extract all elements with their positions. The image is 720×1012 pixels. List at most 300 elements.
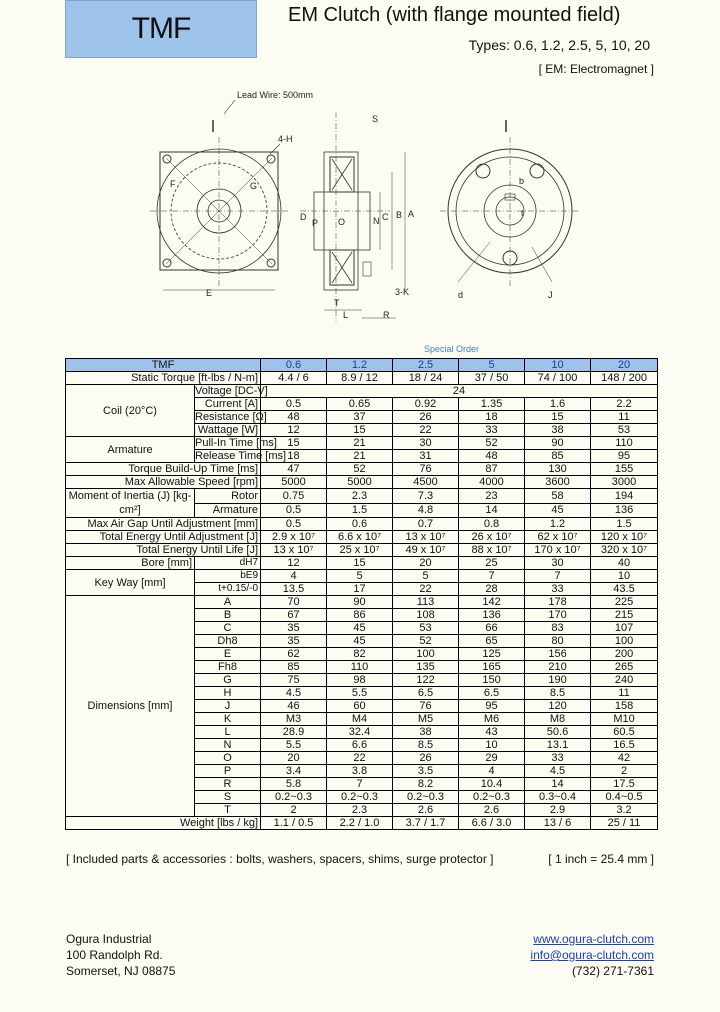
table-row: [66, 489, 658, 504]
row-label: Armature: [195, 503, 261, 518]
value-cell: 13.1: [525, 739, 591, 752]
value-cell: 38: [525, 424, 591, 437]
row-label: Bore [mm]: [66, 557, 195, 570]
value-cell: 4.5: [261, 687, 327, 700]
value-cell: 45: [327, 622, 393, 635]
value-cell: 1.5: [327, 503, 393, 518]
value-cell: 6.5: [459, 687, 525, 700]
hole-label: 4-H: [278, 134, 293, 144]
group-label: Moment of Inertia (J) [kg-cm²]: [66, 489, 195, 518]
value-cell: 18: [261, 450, 327, 463]
value-cell: 0.8: [459, 518, 525, 531]
value-cell: 21: [327, 437, 393, 450]
value-cell: 32.4: [327, 726, 393, 739]
value-cell: 170: [525, 609, 591, 622]
row-sublabel: t+0.15/-0: [195, 583, 261, 596]
value-cell: 62: [261, 648, 327, 661]
dimension-label: S: [195, 791, 261, 804]
label-d: D: [300, 212, 307, 222]
value-cell: 3.7 / 1.7: [393, 817, 459, 830]
value-cell: 13 x 10⁷: [261, 544, 327, 557]
row-label: Max Allowable Speed [rpm]: [66, 476, 261, 489]
company-name: Ogura Industrial: [66, 932, 152, 946]
included-parts-note: [ Included parts & accessories : bolts, washers, spacers, shims, surge protector ]: [66, 852, 494, 866]
table-row: [66, 596, 658, 609]
email-link[interactable]: info@ogura-clutch.com: [530, 948, 654, 962]
dimension-label: H: [195, 687, 261, 700]
value-cell: 178: [525, 596, 591, 609]
table-row: [66, 518, 658, 531]
label-a: A: [408, 209, 415, 219]
value-cell: 53: [591, 424, 658, 437]
value-cell: 30: [393, 437, 459, 450]
side-section-view: [300, 112, 405, 322]
value-cell: 4500: [393, 476, 459, 489]
table-row: [66, 437, 658, 450]
row-label: Rotor: [195, 489, 261, 504]
value-cell: 107: [591, 622, 658, 635]
value-cell: 12: [261, 557, 327, 570]
value-cell: 2.9 x 10⁷: [261, 531, 327, 544]
value-cell: 165: [459, 661, 525, 674]
value-cell: 25 x 10⁷: [327, 544, 393, 557]
value-cell: 25: [459, 557, 525, 570]
size-header: 10: [525, 359, 591, 372]
value-cell: 150: [459, 674, 525, 687]
website-link[interactable]: www.ogura-clutch.com: [533, 932, 654, 946]
dimension-label: K: [195, 713, 261, 726]
value-cell: 1.1 / 0.5: [261, 817, 327, 830]
value-cell: 0.5: [261, 398, 327, 411]
spec-table: [65, 358, 658, 830]
value-cell: 2.3: [327, 804, 393, 817]
value-cell: 113: [393, 596, 459, 609]
value-cell: 26: [393, 752, 459, 765]
value-cell: 26: [393, 411, 459, 424]
value-cell: 2.2 / 1.0: [327, 817, 393, 830]
value-cell: 3.4: [261, 765, 327, 778]
label-e: E: [206, 288, 213, 298]
value-cell: 1.5: [591, 518, 658, 531]
label-o: O: [338, 217, 346, 227]
value-cell: 17: [327, 583, 393, 596]
value-cell: 6.6: [327, 739, 393, 752]
value-cell: 136: [459, 609, 525, 622]
value-cell: 0.2~0.3: [459, 791, 525, 804]
value-cell: 0.75: [261, 489, 327, 504]
value-cell: 12: [261, 424, 327, 437]
value-cell: 8.9 / 12: [327, 372, 393, 385]
logo-text: TMF: [131, 12, 191, 45]
value-cell: 15: [525, 411, 591, 424]
table-header-row: [66, 359, 658, 372]
value-cell: 48: [261, 411, 327, 424]
value-cell: 20: [393, 557, 459, 570]
value-cell: 58: [525, 489, 591, 504]
value-cell: 135: [393, 661, 459, 674]
value-cell: 76: [393, 700, 459, 713]
row-label: Total Energy Until Adjustment [J]: [66, 531, 261, 544]
value-cell: 136: [591, 503, 658, 518]
value-cell: 4.4 / 6: [261, 372, 327, 385]
lead-wire-label: Lead Wire: 500mm: [237, 90, 314, 100]
value-cell: 67: [261, 609, 327, 622]
label-t-small: t: [521, 208, 524, 218]
value-cell: 0.3~0.4: [525, 791, 591, 804]
value-cell: 85: [261, 661, 327, 674]
value-cell: 0.65: [327, 398, 393, 411]
value-cell: 8.2: [393, 778, 459, 791]
value-cell: 108: [393, 609, 459, 622]
value-cell: 33: [459, 424, 525, 437]
value-cell: 215: [591, 609, 658, 622]
dimension-label: O: [195, 752, 261, 765]
table-row: [66, 385, 658, 398]
row-label: Pull-In Time [ms]: [195, 437, 277, 449]
value-cell: 1.6: [525, 398, 591, 411]
value-cell: 13 / 6: [525, 817, 591, 830]
value-cell: 43: [459, 726, 525, 739]
front-view-right: [440, 120, 580, 287]
value-cell: 15: [261, 437, 327, 450]
value-cell: 60.5: [591, 726, 658, 739]
value-cell: 5.5: [327, 687, 393, 700]
value-cell: 18 / 24: [393, 372, 459, 385]
table-row: [66, 544, 658, 557]
dimension-label: Dh8: [195, 635, 261, 648]
value-cell: 2.3: [327, 489, 393, 504]
value-cell: 2.9: [525, 804, 591, 817]
value-cell: M4: [327, 713, 393, 726]
value-cell: 82: [327, 648, 393, 661]
table-row: [66, 476, 658, 489]
drawing-labels: [170, 90, 553, 320]
value-cell: 1.2: [525, 518, 591, 531]
label-p: P: [312, 218, 319, 228]
value-cell: 122: [393, 674, 459, 687]
dimension-label: A: [195, 596, 261, 609]
value-cell: 0.92: [393, 398, 459, 411]
value-cell: 265: [591, 661, 658, 674]
label-n: N: [373, 216, 380, 226]
value-cell: 5000: [327, 476, 393, 489]
value-cell: 76: [393, 463, 459, 476]
value-cell: 7: [525, 570, 591, 583]
company-address: [66, 931, 175, 979]
value-cell: 90: [327, 596, 393, 609]
value-cell: 53: [393, 622, 459, 635]
special-order-label: Special Order: [424, 344, 480, 354]
size-header: 0.6: [261, 359, 327, 372]
dimension-label: G: [195, 674, 261, 687]
value-cell: 110: [591, 437, 658, 450]
label-s: S: [372, 114, 379, 124]
value-cell: 10: [591, 570, 658, 583]
value-cell: 26 x 10⁷: [459, 531, 525, 544]
dimension-label: R: [195, 778, 261, 791]
row-label: Current [A]: [195, 398, 261, 411]
value-cell: 5000: [261, 476, 327, 489]
label-t: T: [334, 298, 340, 308]
value-cell: 88 x 10⁷: [459, 544, 525, 557]
value-cell: 74 / 100: [525, 372, 591, 385]
value-cell: 28: [459, 583, 525, 596]
value-cell: 87: [459, 463, 525, 476]
size-header: 1.2: [327, 359, 393, 372]
value-cell: 155: [591, 463, 658, 476]
row-label: Total Energy Until Life [J]: [66, 544, 261, 557]
label-g: G: [250, 181, 258, 191]
value-cell: 110: [327, 661, 393, 674]
value-cell: 142: [459, 596, 525, 609]
value-cell: 45: [525, 503, 591, 518]
value-cell: 225: [591, 596, 658, 609]
row-label: Weight [lbs / kg]: [66, 817, 261, 830]
label-c: C: [382, 212, 389, 222]
value-cell: 31: [393, 450, 459, 463]
value-cell: 8.5: [393, 739, 459, 752]
value-cell: 95: [459, 700, 525, 713]
value-cell: 4: [459, 765, 525, 778]
value-cell: 70: [261, 596, 327, 609]
value-cell: 3600: [525, 476, 591, 489]
value-cell: 3.8: [327, 765, 393, 778]
table-row: [66, 531, 658, 544]
dimension-label: E: [195, 648, 261, 661]
value-cell: 0.2~0.3: [327, 791, 393, 804]
value-cell: 4: [261, 570, 327, 583]
value-cell: 100: [393, 648, 459, 661]
row-label: Torque Build-Up Time [ms]: [66, 463, 261, 476]
value-cell: 33: [525, 752, 591, 765]
dimension-label: T: [195, 804, 261, 817]
value-cell: 95: [591, 450, 658, 463]
table-row: [66, 463, 658, 476]
value-cell: 52: [393, 635, 459, 648]
value-cell: 24: [261, 385, 658, 398]
value-cell: M6: [459, 713, 525, 726]
value-cell: 86: [327, 609, 393, 622]
value-cell: 6.5: [393, 687, 459, 700]
value-cell: 28.9: [261, 726, 327, 739]
table-row: [66, 817, 658, 830]
value-cell: 120: [525, 700, 591, 713]
row-label: Static Torque [ft-lbs / N-m]: [66, 372, 261, 385]
value-cell: 0.7: [393, 518, 459, 531]
value-cell: 6.6 x 10⁷: [327, 531, 393, 544]
value-cell: 52: [459, 437, 525, 450]
value-cell: 47: [261, 463, 327, 476]
group-label: Key Way [mm]: [66, 570, 195, 596]
value-cell: 10.4: [459, 778, 525, 791]
dimension-label: P: [195, 765, 261, 778]
value-cell: 25 / 11: [591, 817, 658, 830]
contact-info: [530, 931, 654, 979]
value-cell: 130: [525, 463, 591, 476]
value-cell: 190: [525, 674, 591, 687]
value-cell: 3.5: [393, 765, 459, 778]
value-cell: 1.35: [459, 398, 525, 411]
value-cell: 7.3: [393, 489, 459, 504]
value-cell: 45: [327, 635, 393, 648]
value-cell: 5: [393, 570, 459, 583]
value-cell: 11: [591, 687, 658, 700]
label-r: R: [383, 310, 390, 320]
value-cell: 210: [525, 661, 591, 674]
value-cell: 100: [591, 635, 658, 648]
technical-drawing: [140, 82, 590, 330]
value-cell: 65: [459, 635, 525, 648]
label-d-small: d: [458, 290, 464, 300]
value-cell: 5.8: [261, 778, 327, 791]
value-cell: 60: [327, 700, 393, 713]
label-f: F: [170, 179, 176, 189]
value-cell: 83: [525, 622, 591, 635]
row-label: Release Time [ms]: [195, 450, 287, 462]
value-cell: 52: [327, 463, 393, 476]
value-cell: 2: [261, 804, 327, 817]
value-cell: 2.2: [591, 398, 658, 411]
value-cell: 0.5: [261, 503, 327, 518]
value-cell: M3: [261, 713, 327, 726]
inch-note: [ 1 inch = 25.4 mm ]: [548, 852, 654, 866]
value-cell: 200: [591, 648, 658, 661]
value-cell: 30: [525, 557, 591, 570]
value-cell: 37 / 50: [459, 372, 525, 385]
em-note: [ EM: Electromagnet ]: [538, 62, 654, 76]
value-cell: 5.5: [261, 739, 327, 752]
value-cell: 156: [525, 648, 591, 661]
value-cell: 2.6: [459, 804, 525, 817]
value-cell: 13.5: [261, 583, 327, 596]
size-header: 20: [591, 359, 658, 372]
label-b: B: [396, 210, 403, 220]
row-sublabel: bE9: [195, 570, 261, 583]
value-cell: 194: [591, 489, 658, 504]
value-cell: 21: [327, 450, 393, 463]
value-cell: 75: [261, 674, 327, 687]
city-address: Somerset, NJ 08875: [66, 964, 176, 978]
label-l: L: [343, 310, 349, 320]
table-row: [66, 372, 658, 385]
value-cell: 4000: [459, 476, 525, 489]
value-cell: 13 x 10⁷: [393, 531, 459, 544]
value-cell: 170 x 10⁷: [525, 544, 591, 557]
value-cell: 8.5: [525, 687, 591, 700]
street-address: 100 Randolph Rd.: [66, 948, 163, 962]
header-label: TMF: [66, 359, 261, 372]
value-cell: 0.5: [261, 518, 327, 531]
row-label: Voltage [DC-V]: [195, 385, 268, 397]
value-cell: 7: [459, 570, 525, 583]
value-cell: 2: [591, 765, 658, 778]
value-cell: 29: [459, 752, 525, 765]
value-cell: 35: [261, 635, 327, 648]
value-cell: M8: [525, 713, 591, 726]
value-cell: 2.6: [393, 804, 459, 817]
label-b-small: b: [519, 176, 525, 186]
value-cell: 48: [459, 450, 525, 463]
value-cell: 3000: [591, 476, 658, 489]
value-cell: 33: [525, 583, 591, 596]
value-cell: 0.6: [327, 518, 393, 531]
value-cell: 22: [393, 424, 459, 437]
value-cell: 7: [327, 778, 393, 791]
value-cell: 23: [459, 489, 525, 504]
front-view-left: [150, 100, 288, 290]
key-label: 3-K: [395, 287, 410, 297]
value-cell: 0.4~0.5: [591, 791, 658, 804]
value-cell: 16.5: [591, 739, 658, 752]
dimension-label: B: [195, 609, 261, 622]
dimension-label: C: [195, 622, 261, 635]
value-cell: M5: [393, 713, 459, 726]
value-cell: 66: [459, 622, 525, 635]
value-cell: 20: [261, 752, 327, 765]
table-row: [66, 570, 658, 583]
value-cell: 0.2~0.3: [261, 791, 327, 804]
value-cell: 148 / 200: [591, 372, 658, 385]
page-title: EM Clutch (with flange mounted field): [288, 4, 621, 26]
value-cell: 320 x 10⁷: [591, 544, 658, 557]
value-cell: 49 x 10⁷: [393, 544, 459, 557]
row-label: Resistance [Ω]: [195, 411, 267, 423]
size-header: 5: [459, 359, 525, 372]
value-cell: 50.6: [525, 726, 591, 739]
dimension-label: J: [195, 700, 261, 713]
dimension-label: L: [195, 726, 261, 739]
table-row: [66, 557, 658, 570]
value-cell: 14: [459, 503, 525, 518]
value-cell: 5: [327, 570, 393, 583]
value-cell: 62 x 10⁷: [525, 531, 591, 544]
row-label: Max Air Gap Until Adjustment [mm]: [66, 518, 261, 531]
value-cell: 10: [459, 739, 525, 752]
value-cell: 11: [591, 411, 658, 424]
value-cell: 43.5: [591, 583, 658, 596]
value-cell: 3.2: [591, 804, 658, 817]
value-cell: 80: [525, 635, 591, 648]
value-cell: 22: [327, 752, 393, 765]
value-cell: 15: [327, 557, 393, 570]
value-cell: 42: [591, 752, 658, 765]
value-cell: M10: [591, 713, 658, 726]
size-header: 2.5: [393, 359, 459, 372]
value-cell: 18: [459, 411, 525, 424]
value-cell: 17.5: [591, 778, 658, 791]
value-cell: 40: [591, 557, 658, 570]
product-logo: [65, 0, 257, 58]
value-cell: 6.6 / 3.0: [459, 817, 525, 830]
value-cell: 37: [327, 411, 393, 424]
value-cell: 120 x 10⁷: [591, 531, 658, 544]
types-line: Types: 0.6, 1.2, 2.5, 5, 10, 20: [468, 37, 650, 53]
value-cell: 0.2~0.3: [393, 791, 459, 804]
value-cell: 158: [591, 700, 658, 713]
value-cell: 4.8: [393, 503, 459, 518]
row-label: Wattage [W]: [195, 424, 261, 437]
phone-number: (732) 271-7361: [571, 964, 654, 978]
group-label: Coil (20°C): [66, 385, 195, 437]
value-cell: 85: [525, 450, 591, 463]
value-cell: 22: [393, 583, 459, 596]
value-cell: 90: [525, 437, 591, 450]
label-j: J: [548, 290, 553, 300]
row-sublabel: dH7: [195, 557, 261, 570]
value-cell: 46: [261, 700, 327, 713]
value-cell: 125: [459, 648, 525, 661]
group-label: Dimensions [mm]: [66, 596, 195, 817]
